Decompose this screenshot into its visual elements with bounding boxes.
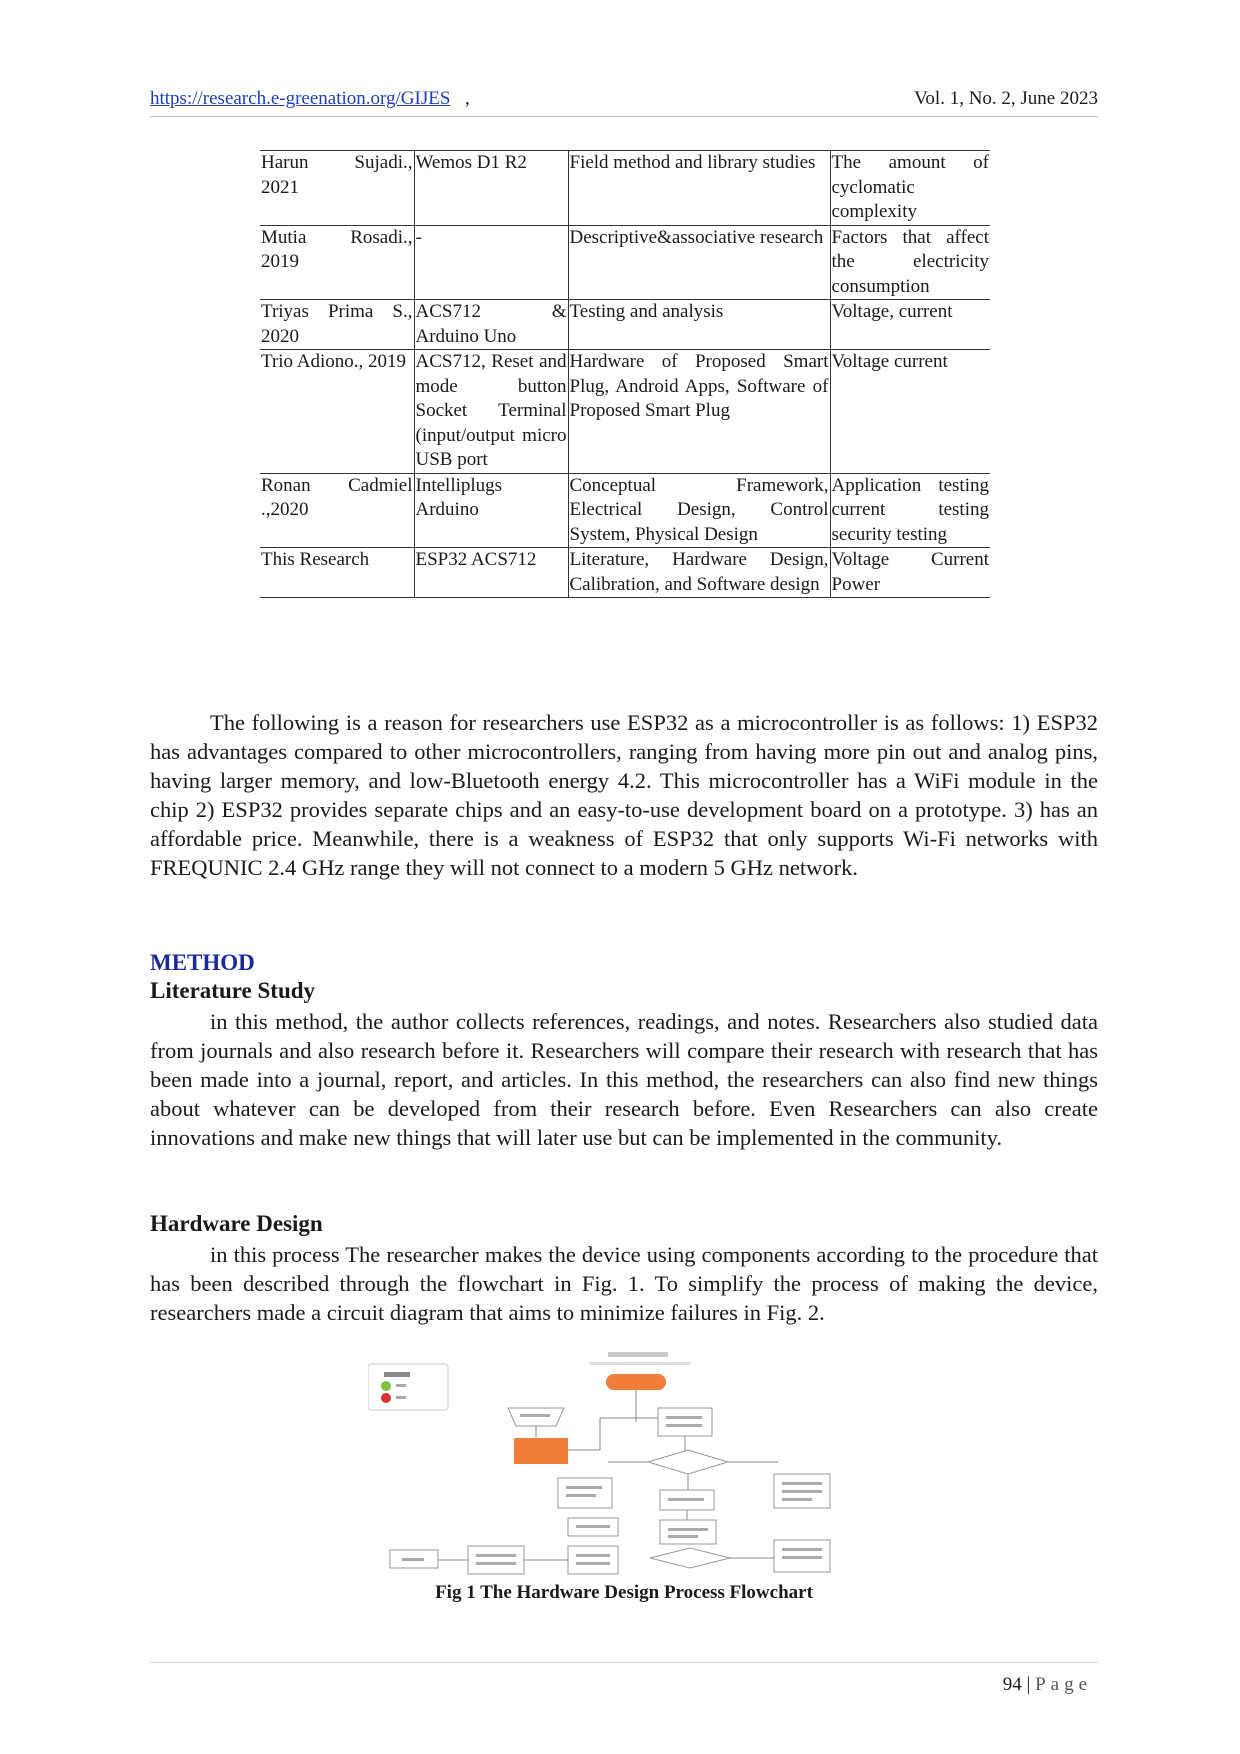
hardware-design-heading: Hardware Design: [150, 1211, 323, 1236]
page-footer: [150, 1662, 1098, 1695]
hardware-flowchart-figure: [368, 1350, 898, 1575]
hardware-design-paragraph: in this process The researcher makes the device using components according to the procedure that has been described through the flowchart in Fig. 1. To simplify the process of making the device, researchers made a circuit diagram that aims to minimize failures in Fig. 2.: [150, 1242, 1098, 1325]
table-cell: Voltage current: [830, 350, 990, 474]
table-cell: Ronan Cadmiel .,2020: [261, 474, 413, 520]
table-cell: Intelliplugs Arduino: [414, 473, 568, 548]
volume-info: Vol. 1, No. 2, June 2023: [914, 88, 1098, 109]
table-cell: Triyas Prima S., 2020: [261, 301, 413, 347]
table-row: [260, 300, 990, 350]
url-comma: ,: [465, 88, 470, 109]
page-number: 94: [1002, 1674, 1022, 1695]
literature-comparison-table: [260, 150, 990, 598]
table-row: [260, 473, 990, 548]
figure-caption: Fig 1 The Hardware Design Process Flowchart: [435, 1582, 813, 1603]
journal-url-link[interactable]: https://research.e-greenation.org/GIJES: [150, 88, 451, 109]
literature-study-paragraph: in this method, the author collects references, readings, and notes. Researchers also studied data from journals and also research before it. Researchers will compare their research with research that has been made into a journal, report, and articles. In this method, the researchers can also find new things about whatever can be developed from their research before. Even Researchers can also create innovations and make new things that will later use but can be implemented in the community.: [150, 1009, 1098, 1150]
page-word: Page: [1035, 1674, 1092, 1695]
table-cell: Wemos D1 R2: [414, 151, 568, 226]
flowchart-legend: [368, 1364, 448, 1410]
table-cell: This Research: [261, 549, 370, 570]
esp32-reason-paragraph: The following is a reason for researchers use ESP32 as a microcontroller is as follows: 1) ESP32 has advantages compared to other microcontrollers, ranging from having more pin out and analog pins, having larger memory, and low-Bluetooth energy 4.2. This microcontroller has a WiFi module in the chip 2) ESP32 provides separate chips and an easy-to-use development board on a prototype. 3) has an affordable price. Meanwhile, there is a weakness of ESP32 that only supports Wi-Fi networks with FREQUNIC 2.4 GHz range they will not connect to a modern 5 GHz network.: [150, 710, 1098, 880]
table-cell: Application testing current testing security testing: [830, 473, 990, 548]
table-cell: Conceptual Framework, Electrical Design, Control System, Physical Design: [568, 473, 830, 548]
table-cell: ESP32 ACS712: [414, 548, 568, 598]
literature-study-heading: Literature Study: [150, 978, 316, 1003]
page-number-block: [1003, 1674, 1092, 1696]
table-row: [260, 225, 990, 300]
table-cell: Voltage, current: [830, 300, 990, 350]
page-header: [150, 88, 1098, 117]
table-cell: ACS712, Reset and mode button Socket Terminal (input/output micro USB port: [414, 350, 568, 474]
table-cell: Testing and analysis: [568, 300, 830, 350]
table-cell: Mutia Rosadi., 2019: [261, 226, 413, 272]
table-cell: -: [414, 225, 568, 300]
table-cell: Trio Adiono., 2019: [261, 351, 406, 372]
table-cell: Harun Sujadi., 2021: [261, 152, 413, 198]
table-cell: Literature, Hardware Design, Calibration, and Software design: [568, 548, 830, 598]
page-separator: |: [1026, 1674, 1031, 1695]
table-cell: Field method and library studies: [568, 151, 830, 226]
table-cell: Hardware of Proposed Smart Plug, Android Apps, Software of Proposed Smart Plug: [568, 350, 830, 474]
table-row: [260, 548, 990, 598]
table-cell: ACS712 & Arduino Uno: [414, 300, 568, 350]
table-cell: Descriptive&associative research: [568, 225, 830, 300]
table-cell: Voltage Current Power: [830, 548, 990, 598]
table-cell: Factors that affect the electricity consumption: [830, 225, 990, 300]
table-row: [260, 350, 990, 474]
method-heading: METHOD: [150, 950, 255, 975]
table-cell: The amount of cyclomatic complexity: [830, 151, 990, 226]
table-row: [260, 151, 990, 226]
